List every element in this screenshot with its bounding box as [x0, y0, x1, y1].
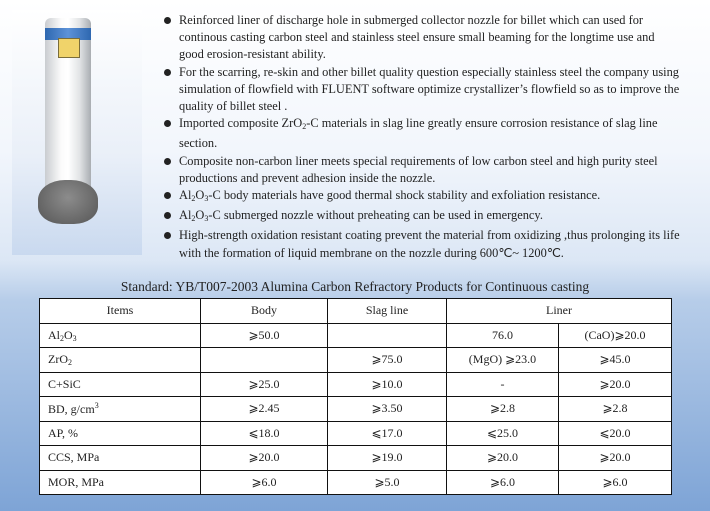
standard-caption: Standard: YB/T007-2003 Alumina Carbon Refractory Products for Continuous casting	[120, 279, 590, 294]
feature-text: Composite non-carbon liner meets special requirements of low carbon steel and high purity steel productions and prevent adhesion inside the nozzle.	[179, 153, 658, 185]
header-liner: Liner	[447, 299, 672, 324]
feature-text: $Al_2O_3-C$ submerged nozzle without preheating can be used in emergency.	[179, 208, 543, 224]
bullet-icon	[164, 120, 171, 127]
table-cell: ⩾25.0	[201, 372, 328, 397]
table-row	[40, 470, 672, 495]
feature-item	[162, 12, 682, 64]
feature-item	[162, 227, 682, 261]
row-item-label: BD, $g/cm^3$	[40, 397, 201, 422]
table-cell: ⩾19.0	[328, 446, 447, 471]
bullet-icon	[164, 232, 171, 239]
table-cell	[201, 348, 328, 373]
table-cell: ⩾10.0	[328, 372, 447, 397]
table-row	[40, 446, 672, 471]
feature-item	[162, 64, 682, 116]
table-row	[40, 421, 672, 446]
table-cell: ⩾20.0	[559, 446, 672, 471]
table-cell	[328, 323, 447, 348]
row-item-label: AP, %	[40, 421, 201, 446]
table-cell: ⩾2.8	[559, 397, 672, 422]
nozzle-label-image	[58, 38, 80, 58]
table-cell: ⩽17.0	[328, 421, 447, 446]
table-cell: ⩽25.0	[447, 421, 559, 446]
table-cell: ⩾6.0	[447, 470, 559, 495]
nozzle-base-image	[38, 180, 98, 224]
row-item-label: MOR, MPa	[40, 470, 201, 495]
table-cell: ⩾6.0	[201, 470, 328, 495]
feature-text: High-strength oxidation resistant coating prevent the material from oxidizing ,thus prolonging its life with the formation of liquid membrane on the nozzle during 600℃~ 1200℃.	[179, 228, 680, 260]
table-cell: ⩾20.0	[559, 372, 672, 397]
properties-table	[39, 298, 672, 495]
feature-item	[162, 207, 682, 227]
table-cell: ⩾20.0	[447, 446, 559, 471]
bullet-icon	[164, 17, 171, 24]
feature-item	[162, 187, 682, 207]
table-cell: (CaO)⩾20.0	[559, 323, 672, 348]
table-cell: ⩾6.0	[559, 470, 672, 495]
table-cell: ⩾5.0	[328, 470, 447, 495]
feature-list	[162, 12, 682, 262]
table-cell: ⩾3.50	[328, 397, 447, 422]
table-row	[40, 372, 672, 397]
table-cell: ⩾20.0	[201, 446, 328, 471]
table-cell: ⩾2.8	[447, 397, 559, 422]
table-cell: ⩽20.0	[559, 421, 672, 446]
table-row	[40, 323, 672, 348]
table-body	[40, 323, 672, 495]
table-cell: 76.0	[447, 323, 559, 348]
bullet-icon	[164, 69, 171, 76]
row-item-label: $Al_2O_3$	[40, 323, 201, 348]
feature-text: For the scarring, re-skin and other billet quality question especially stainless steel the company using simulation of flowfield with FLUENT software optimize crystallizer’s flowfield so as to improve the quality of billet steel .	[179, 64, 680, 114]
table-row	[40, 397, 672, 422]
bullet-icon	[164, 192, 171, 199]
feature-text: Imported composite ZrO$_2$-C materials in slag line greatly ensure corrosion resistance of slag line section.	[179, 116, 658, 151]
bullet-icon	[164, 158, 171, 165]
table-row	[40, 348, 672, 373]
feature-item	[162, 115, 682, 152]
table-header-row	[40, 299, 672, 324]
feature-text: $Al_2O_3-C$ body materials have good thermal shock stability and exfoliation resistance.	[179, 188, 601, 204]
table-cell: ⩾50.0	[201, 323, 328, 348]
header-body: Body	[201, 299, 328, 324]
row-item-label: C+SiC	[40, 372, 201, 397]
row-item-label: CCS, MPa	[40, 446, 201, 471]
row-item-label: ZrO$_2$	[40, 348, 201, 373]
table-cell: ⩾45.0	[559, 348, 672, 373]
bullet-icon	[164, 212, 171, 219]
table-cell: ⩽18.0	[201, 421, 328, 446]
table-cell: ⩾2.45	[201, 397, 328, 422]
feature-text: Reinforced liner of discharge hole in submerged collector nozzle for billet which can used for continous casting carbon steel and stainless steel ensure small beaming for the longtime use and good erosion-resistant ability.	[179, 13, 655, 62]
feature-item	[162, 153, 682, 187]
header-items: Items	[40, 299, 201, 324]
table-cell: ⩾75.0	[328, 348, 447, 373]
table-cell: -	[447, 372, 559, 397]
table-cell: (MgO) ⩾23.0	[447, 348, 559, 373]
header-slag-line: Slag line	[328, 299, 447, 324]
